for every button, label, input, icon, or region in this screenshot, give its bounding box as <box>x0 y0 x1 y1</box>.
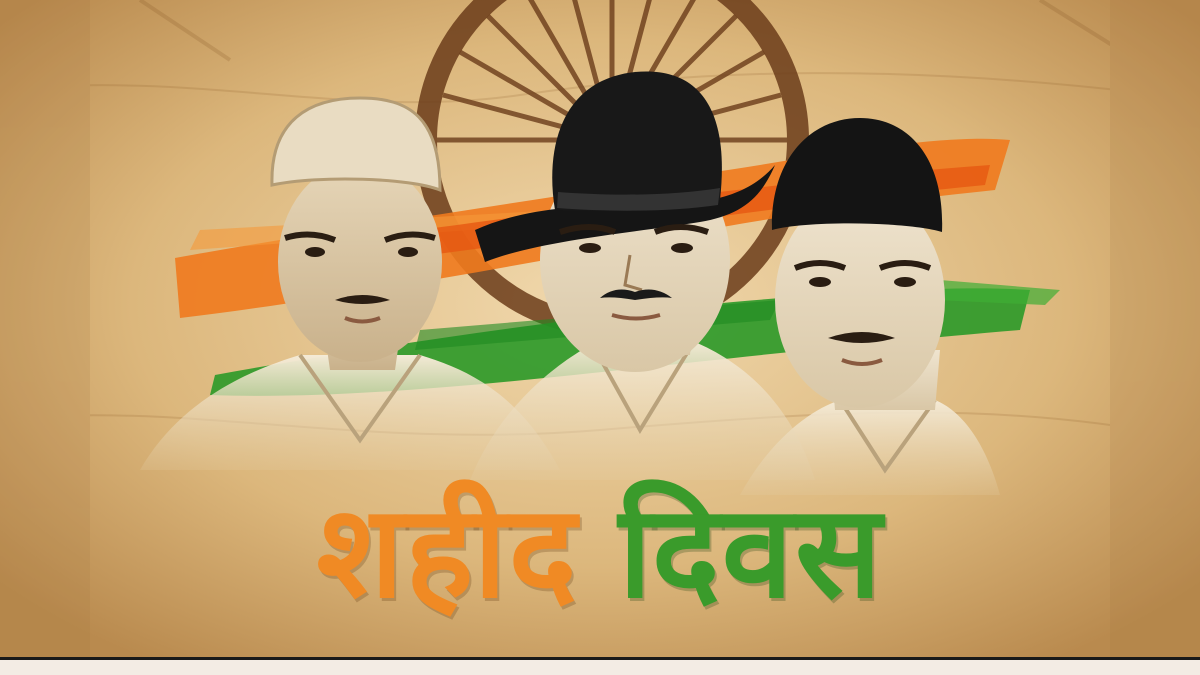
title <box>0 478 1200 628</box>
bottom-rule-line <box>0 657 1200 660</box>
title-word-shaheed: शहीद <box>316 478 579 627</box>
bottom-rule <box>0 657 1200 675</box>
portrait-left-face <box>278 162 442 362</box>
title-word-diwas: दिवस <box>618 478 884 627</box>
